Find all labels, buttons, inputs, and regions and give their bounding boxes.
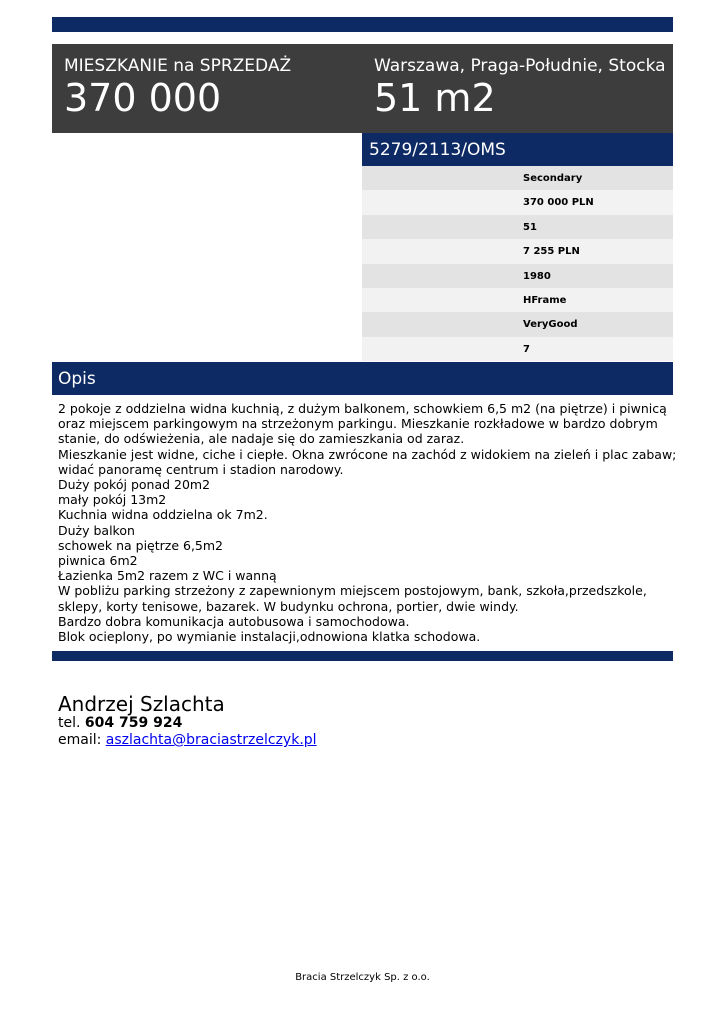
- details-row: [362, 312, 673, 336]
- description-line: Łazienka 5m2 razem z WC i wanną: [58, 568, 277, 584]
- description-line: W pobliżu parking strzeżony z zapewnionym miejscem postojowym, bank, szkoła,przedszkole,: [58, 583, 647, 599]
- offer-type: MIESZKANIE na SPRZEDAŻ: [64, 56, 292, 76]
- agent-phone: 604 759 924: [84, 715, 183, 731]
- details-row: [362, 288, 673, 312]
- description-heading: Opis: [58, 369, 96, 389]
- description-line: Bardzo dobra komunikacja autobusowa i samochodowa.: [58, 613, 410, 629]
- details-value: 7: [523, 343, 530, 355]
- details-value: 51: [523, 221, 537, 233]
- description-line: Blok ocieplony, po wymianie instalacji,odnowiona klatka schodowa.: [58, 629, 481, 645]
- details-row: [362, 215, 673, 239]
- reference-bar: [362, 133, 673, 166]
- description-line: schowek na piętrze 6,5m2: [58, 537, 224, 553]
- description-line: Duży balkon: [58, 522, 135, 538]
- description-line: Duży pokój ponad 20m2: [58, 477, 211, 493]
- header-right: [374, 56, 666, 120]
- description-line: mały pokój 13m2: [58, 492, 167, 508]
- listing-header: [52, 44, 673, 133]
- details-value: HFrame: [523, 294, 567, 306]
- header-left: [64, 56, 291, 120]
- agent-contact: [58, 693, 317, 749]
- top-divider-bar: [52, 17, 673, 32]
- footer-company: Bracia Strzelczyk Sp. z o.o.: [295, 972, 430, 983]
- description-line: oraz miejscem parkingowym na strzeżonym parkingu. Mieszkanie rozkładowe w bardzo dobrym: [58, 416, 658, 432]
- email-label: email:: [58, 732, 102, 748]
- reference-number: 5279/2113/OMS: [369, 140, 506, 160]
- details-row: [362, 239, 673, 263]
- details-value: Secondary: [523, 173, 583, 184]
- description-line: stanie, do odświeżenia, ale nadaje się do zamieszkania od zaraz.: [58, 431, 465, 447]
- bottom-divider-bar: [52, 651, 673, 661]
- details-value: 7 255 PLN: [523, 246, 580, 258]
- description-line: sklepy, korty tenisowe, bazarek. W budynku ochrona, portier, dwie windy.: [58, 598, 519, 614]
- listing-location: Warszawa, Praga-Południe, Stocka: [374, 56, 666, 76]
- description-line: 2 pokoje z oddzielna widna kuchnią, z dużym balkonem, schowkiem 6,5 m2 (na piętrze) i piwnicą: [58, 401, 667, 416]
- details-table: [362, 166, 673, 361]
- details-row: [362, 190, 673, 214]
- details-value: 370 000 PLN: [523, 197, 594, 209]
- agent-phone-line: [58, 715, 317, 732]
- agent-email-link[interactable]: aszlachta@braciastrzelczyk.pl: [105, 732, 317, 748]
- details-value: 1980: [523, 270, 551, 282]
- details-row: [362, 337, 673, 361]
- details-value: VeryGood: [523, 319, 578, 331]
- description-text: [58, 401, 677, 645]
- agent-name: Andrzej Szlachta: [58, 692, 225, 716]
- description-line: Mieszkanie jest widne, ciche i ciepłe. Okna zwrócone na zachód z widokiem na zieleń i plac zabaw;: [58, 446, 677, 462]
- details-row: [362, 264, 673, 288]
- description-heading-bar: [52, 362, 673, 395]
- phone-label: tel.: [58, 715, 81, 731]
- details-row: [362, 166, 673, 190]
- description-line: widać panoramę centrum i stadion narodowy.: [58, 461, 344, 477]
- description-line: Kuchnia widna oddzielna ok 7m2.: [58, 507, 268, 523]
- listing-price: 370 000: [64, 76, 222, 120]
- description-line: piwnica 6m2: [58, 553, 138, 569]
- agent-email-line: [58, 732, 317, 749]
- listing-area: 51 m2: [374, 76, 496, 120]
